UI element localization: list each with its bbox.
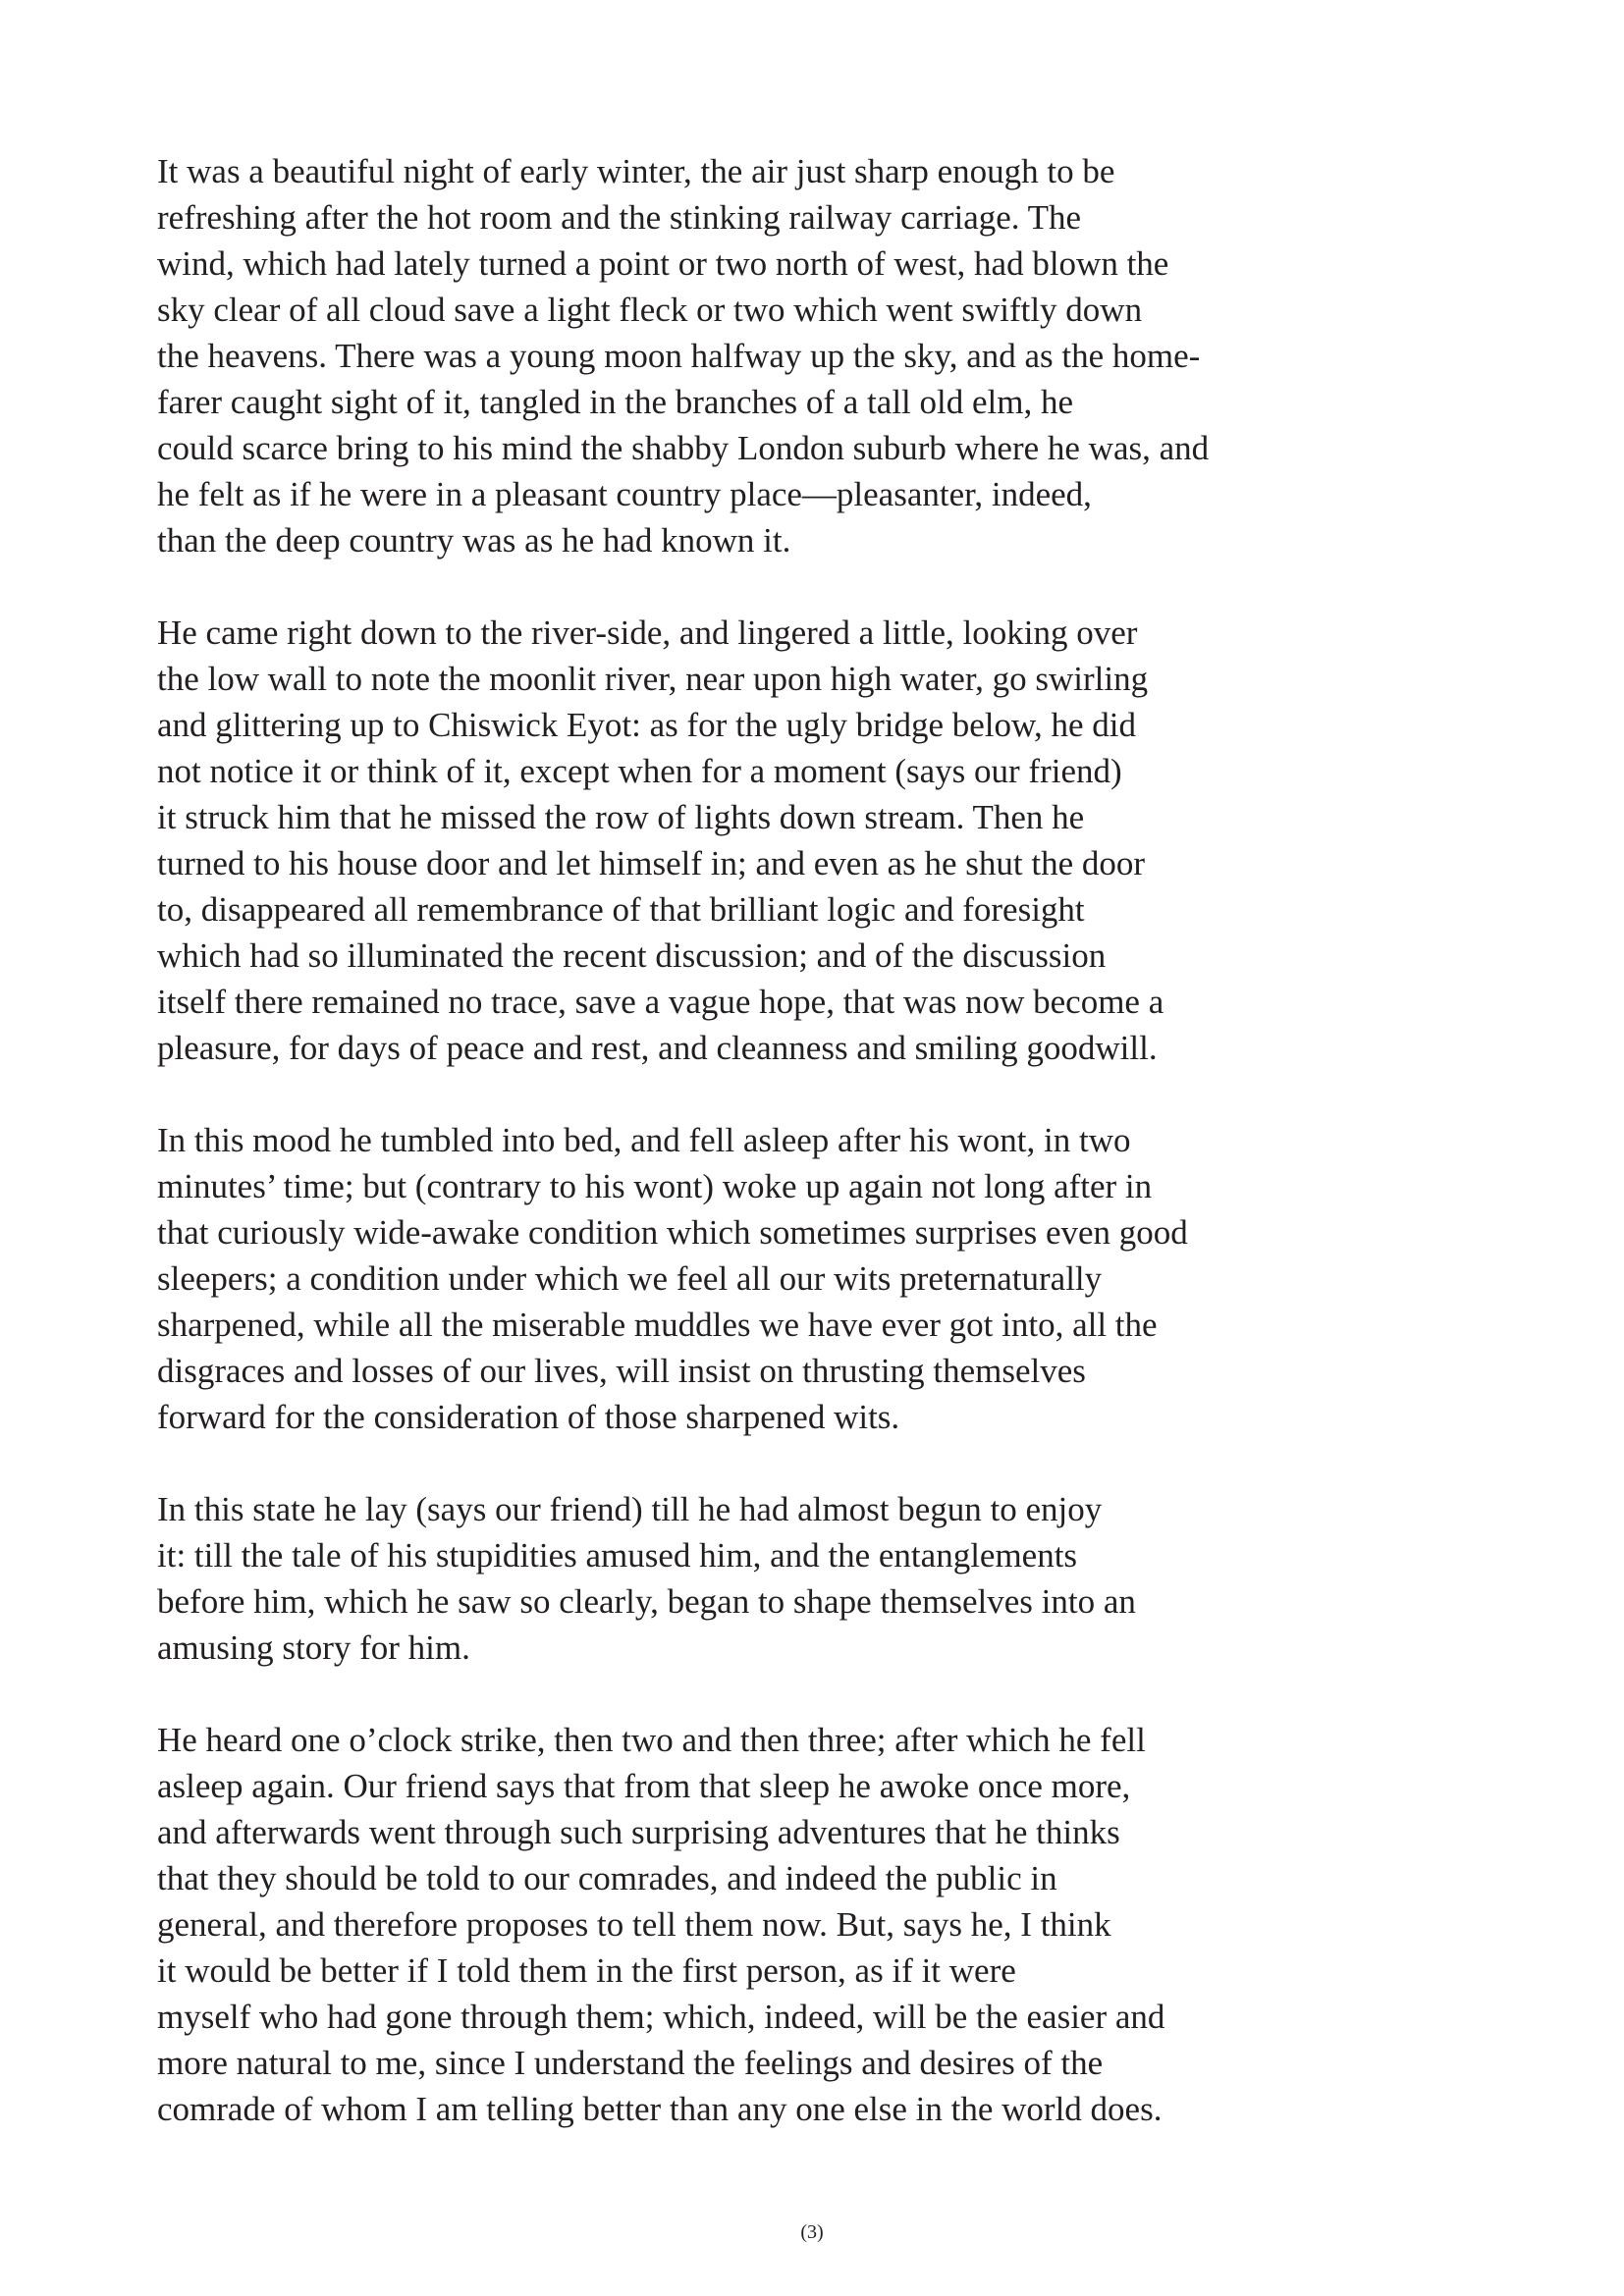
text-line: that they should be told to our comrades, and indeed the public in bbox=[157, 1859, 1057, 1897]
text-line: myself who had gone through them; which, indeed, will be the easier and bbox=[157, 1998, 1165, 2036]
text-line: that curiously wide-awake condition which sometimes surprises even good bbox=[157, 1213, 1188, 1252]
text-line: could scarce bring to his mind the shabby London suburb where he was, and bbox=[157, 429, 1210, 467]
page-number: (3) bbox=[800, 2221, 824, 2243]
text-line: than the deep country was as he had known it. bbox=[157, 521, 791, 560]
text-line: forward for the consideration of those sharpened wits. bbox=[157, 1398, 900, 1436]
paragraph-4 bbox=[157, 1486, 1394, 1671]
paragraph-5 bbox=[157, 1717, 1394, 2132]
text-line: and glittering up to Chiswick Eyot: as for the ugly bridge below, he did bbox=[157, 706, 1137, 744]
text-line: itself there remained no trace, save a vague hope, that was now become a bbox=[157, 983, 1164, 1021]
text-line: and afterwards went through such surprising adventures that he thinks bbox=[157, 1813, 1120, 1851]
text-line: farer caught sight of it, tangled in the branches of a tall old elm, he bbox=[157, 383, 1074, 421]
paragraph-2 bbox=[157, 610, 1394, 1071]
text-line: general, and therefore proposes to tell them now. But, says he, I think bbox=[157, 1905, 1111, 1944]
paragraph-1 bbox=[157, 148, 1394, 563]
text-line: to, disappeared all remembrance of that brilliant logic and foresight bbox=[157, 890, 1085, 929]
text-line: sleepers; a condition under which we feel all our wits preternaturally bbox=[157, 1259, 1103, 1298]
text-line: minutes’ time; but (contrary to his wont) woke up again not long after in bbox=[157, 1167, 1153, 1205]
text-line: more natural to me, since I understand the feelings and desires of the bbox=[157, 2044, 1104, 2082]
text-line: It was a beautiful night of early winter, the air just sharp enough to be bbox=[157, 152, 1115, 190]
text-line: asleep again. Our friend says that from that sleep he awoke once more, bbox=[157, 1767, 1131, 1805]
text-line: In this state he lay (says our friend) till he had almost begun to enjoy bbox=[157, 1490, 1103, 1528]
text-line: comrade of whom I am telling better than any one else in the world does. bbox=[157, 2090, 1163, 2128]
text-line: turned to his house door and let himself in; and even as he shut the door bbox=[157, 844, 1146, 882]
text-line: sharpened, while all the miserable muddles we have ever got into, all the bbox=[157, 1306, 1158, 1344]
text-line: He heard one o’clock strike, then two and then three; after which he fell bbox=[157, 1721, 1146, 1759]
text-line: the low wall to note the moonlit river, near upon high water, go swirling bbox=[157, 660, 1149, 698]
text-line: wind, which had lately turned a point or two north of west, had blown the bbox=[157, 244, 1169, 283]
text-line: sky clear of all cloud save a light fleck or two which went swiftly down bbox=[157, 291, 1143, 329]
paragraph-3 bbox=[157, 1117, 1394, 1440]
text-line: refreshing after the hot room and the stinking railway carriage. The bbox=[157, 198, 1082, 237]
text-line: amusing story for him. bbox=[157, 1629, 470, 1667]
text-line: it would be better if I told them in the first person, as if it were bbox=[157, 1951, 1016, 1990]
text-line: he felt as if he were in a pleasant country place—pleasanter, indeed, bbox=[157, 475, 1092, 513]
text-line: it: till the tale of his stupidities amused him, and the entanglements bbox=[157, 1536, 1078, 1575]
text-line: In this mood he tumbled into bed, and fell asleep after his wont, in two bbox=[157, 1121, 1131, 1159]
text-line: it struck him that he missed the row of lights down stream. Then he bbox=[157, 798, 1085, 836]
text-line: disgraces and losses of our lives, will insist on thrusting themselves bbox=[157, 1352, 1086, 1390]
text-line: which had so illuminated the recent discussion; and of the discussion bbox=[157, 936, 1107, 975]
body-text bbox=[157, 148, 1394, 2178]
text-line: not notice it or think of it, except when for a moment (says our friend) bbox=[157, 752, 1122, 790]
text-line: the heavens. There was a young moon halfway up the sky, and as the home- bbox=[157, 337, 1201, 375]
text-line: He came right down to the river-side, and lingered a little, looking over bbox=[157, 614, 1138, 652]
text-line: before him, which he saw so clearly, began to shape themselves into an bbox=[157, 1582, 1136, 1621]
text-line: pleasure, for days of peace and rest, and cleanness and smiling goodwill. bbox=[157, 1029, 1158, 1067]
